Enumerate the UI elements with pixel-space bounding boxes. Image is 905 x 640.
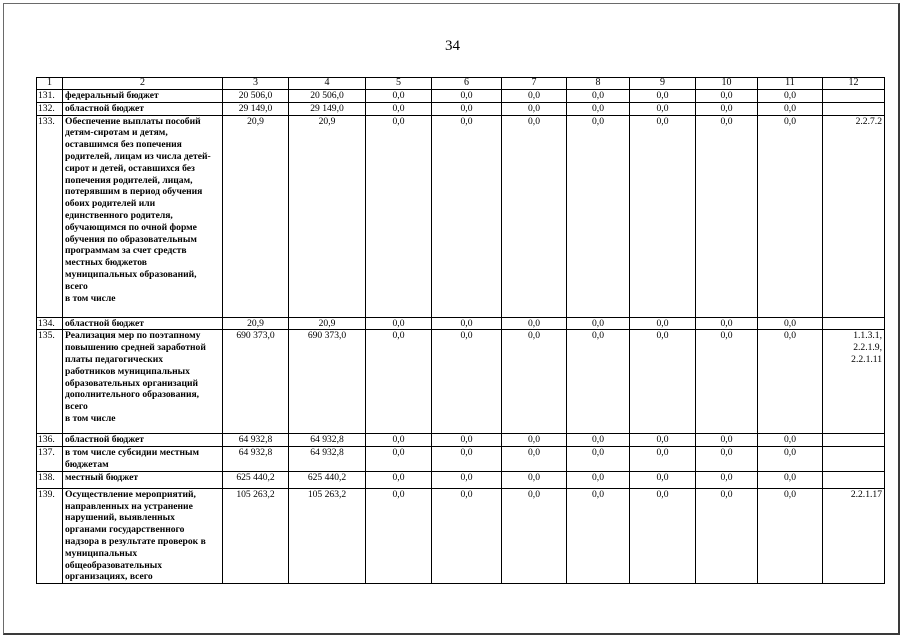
value-cell: 0,0 [432,115,502,317]
value-cell: 0,0 [630,488,696,583]
row-number-cell: 134. [37,317,63,330]
value-cell: 0,0 [432,471,502,488]
row-number-cell: 131. [37,90,63,103]
value-cell: 0,0 [696,488,758,583]
value-cell: 0,0 [366,434,432,447]
row-number-cell: 133. [37,115,63,317]
row-name-cell: федеральный бюджет [63,90,223,103]
value-cell: 0,0 [630,471,696,488]
reference-cell [823,317,885,330]
value-cell: 0,0 [696,317,758,330]
value-cell: 0,0 [696,102,758,115]
value-cell: 0,0 [366,115,432,317]
value-cell: 0,0 [432,434,502,447]
table-row [37,115,885,317]
value-cell: 20,9 [289,317,366,330]
header-cell: 4 [289,78,366,90]
value-cell: 625 440,2 [223,471,289,488]
value-cell: 64 932,8 [289,447,366,472]
table-row [37,102,885,115]
value-cell: 690 373,0 [223,330,289,434]
page-number: 34 [445,38,460,54]
value-cell: 0,0 [567,115,630,317]
value-cell: 0,0 [758,447,823,472]
row-name-cell: Обеспечение выплаты пособий детям-сиротам и детям, оставшимся без попечения родителей, лицам из числа детей- сирот и детей, оставшихся без попечения родителей, лицам, потерявшим в период обучения обоих родителей или единственного родителя, обучающимся по очной форме обучения по образовательным программам за счет средств местных бюджетов муниципальных образований, всего в том числе [63,115,223,317]
value-cell: 0,0 [502,102,567,115]
value-cell: 0,0 [366,102,432,115]
row-name-cell: Реализация мер по поэтапному повышению средней заработной платы педагогических работников муниципальных образовательных организаций дополнительного образования, всего в том числе [63,330,223,434]
value-cell: 0,0 [502,434,567,447]
value-cell: 0,0 [502,115,567,317]
value-cell: 0,0 [567,434,630,447]
value-cell: 0,0 [696,90,758,103]
value-cell: 64 932,8 [289,434,366,447]
value-cell: 0,0 [567,471,630,488]
header-cell: 1 [37,78,63,90]
reference-cell: 2.2.1.17 [823,488,885,583]
table-row [37,330,885,434]
header-cell: 7 [502,78,567,90]
value-cell: 0,0 [630,434,696,447]
table-row [37,488,885,583]
value-cell: 0,0 [758,102,823,115]
value-cell: 0,0 [567,447,630,472]
row-number-cell: 135. [37,330,63,434]
value-cell: 0,0 [366,488,432,583]
value-cell: 20,9 [223,317,289,330]
value-cell: 0,0 [502,317,567,330]
reference-cell [823,434,885,447]
header-cell: 10 [696,78,758,90]
value-cell: 0,0 [567,102,630,115]
value-cell: 0,0 [366,471,432,488]
value-cell: 0,0 [502,330,567,434]
value-cell: 29 149,0 [223,102,289,115]
header-cell: 3 [223,78,289,90]
value-cell: 0,0 [567,317,630,330]
value-cell: 64 932,8 [223,447,289,472]
value-cell: 0,0 [758,434,823,447]
value-cell: 0,0 [366,90,432,103]
value-cell: 20,9 [289,115,366,317]
value-cell: 0,0 [567,330,630,434]
value-cell: 0,0 [432,102,502,115]
value-cell: 0,0 [630,447,696,472]
value-cell: 0,0 [567,90,630,103]
row-number-cell: 139. [37,488,63,583]
value-cell: 0,0 [502,471,567,488]
table-row [37,447,885,472]
value-cell: 0,0 [630,102,696,115]
value-cell: 0,0 [696,115,758,317]
header-row [37,78,885,90]
value-cell: 20 506,0 [289,90,366,103]
header-cell: 9 [630,78,696,90]
reference-cell: 1.1.3.1, 2.2.1.9, 2.2.1.11 [823,330,885,434]
value-cell: 0,0 [366,330,432,434]
value-cell: 0,0 [696,471,758,488]
reference-cell [823,90,885,103]
header-cell: 11 [758,78,823,90]
header-cell: 2 [63,78,223,90]
value-cell: 0,0 [432,330,502,434]
header-cell: 12 [823,78,885,90]
value-cell: 0,0 [630,317,696,330]
header-cell: 6 [432,78,502,90]
value-cell: 0,0 [630,90,696,103]
row-number-cell: 136. [37,434,63,447]
value-cell: 690 373,0 [289,330,366,434]
reference-cell [823,447,885,472]
row-name-cell: областной бюджет [63,102,223,115]
budget-table [36,77,885,584]
value-cell: 20 506,0 [223,90,289,103]
value-cell: 20,9 [223,115,289,317]
value-cell: 0,0 [758,90,823,103]
value-cell: 0,0 [696,447,758,472]
value-cell: 0,0 [696,330,758,434]
value-cell: 0,0 [366,317,432,330]
row-name-cell: областной бюджет [63,434,223,447]
row-name-cell: местный бюджет [63,471,223,488]
value-cell: 0,0 [432,488,502,583]
value-cell: 625 440,2 [289,471,366,488]
value-cell: 0,0 [758,115,823,317]
value-cell: 0,0 [696,434,758,447]
value-cell: 105 263,2 [223,488,289,583]
value-cell: 0,0 [432,90,502,103]
value-cell: 0,0 [758,488,823,583]
row-name-cell: областной бюджет [63,317,223,330]
table-row [37,471,885,488]
header-cell: 8 [567,78,630,90]
table-row [37,90,885,103]
value-cell: 0,0 [758,471,823,488]
value-cell: 0,0 [758,330,823,434]
table-row [37,317,885,330]
value-cell: 0,0 [432,447,502,472]
reference-cell: 2.2.7.2 [823,115,885,317]
value-cell: 0,0 [366,447,432,472]
value-cell: 0,0 [630,115,696,317]
row-number-cell: 138. [37,471,63,488]
row-number-cell: 132. [37,102,63,115]
value-cell: 29 149,0 [289,102,366,115]
table-row [37,434,885,447]
value-cell: 105 263,2 [289,488,366,583]
row-name-cell: Осуществление мероприятий, направленных на устранение нарушений, выявленных органами государственного надзора в результате проверок в муниципальных общеобразовательных организациях, всего [63,488,223,583]
value-cell: 64 932,8 [223,434,289,447]
value-cell: 0,0 [630,330,696,434]
value-cell: 0,0 [502,447,567,472]
row-number-cell: 137. [37,447,63,472]
value-cell: 0,0 [567,488,630,583]
value-cell: 0,0 [758,317,823,330]
value-cell: 0,0 [502,90,567,103]
value-cell: 0,0 [502,488,567,583]
row-name-cell: в том числе субсидии местным бюджетам [63,447,223,472]
value-cell: 0,0 [432,317,502,330]
header-cell: 5 [366,78,432,90]
reference-cell [823,471,885,488]
reference-cell [823,102,885,115]
